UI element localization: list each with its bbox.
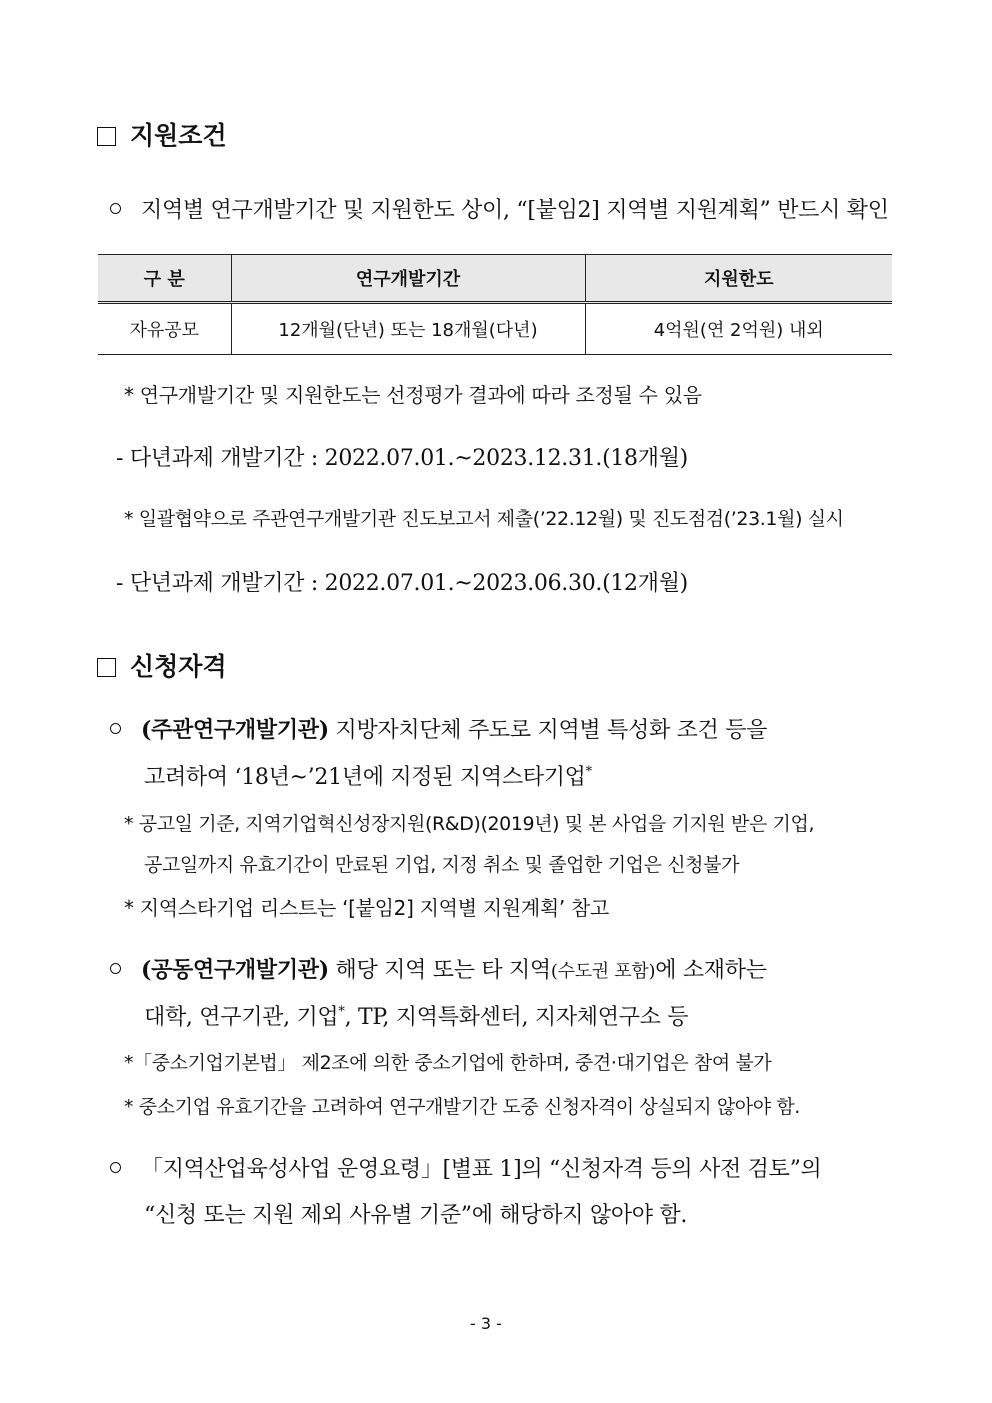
- checkbox-square-icon: [97, 127, 116, 146]
- circle-bullet-icon: [110, 723, 121, 734]
- section-title-eligibility: 신청자격: [97, 647, 227, 683]
- page-number: - 3 -: [470, 1314, 502, 1333]
- circle-bullet-icon: [110, 1162, 121, 1173]
- lead-note-1-line-1: * 공고일 기준, 지역기업혁신성장지원(R&D)(2019년) 및 본 사업을 기지원 받은 기업,: [124, 813, 815, 835]
- lead-note-1-line-2: 공고일까지 유효기간이 만료된 기업, 지정 취소 및 졸업한 기업은 신청불가: [144, 854, 740, 876]
- joint-institution-label: (공동연구개발기관): [141, 957, 329, 983]
- support-note-1: * 연구개발기간 및 지원한도는 선정평가 결과에 따라 조정될 수 있음: [124, 383, 702, 407]
- lead-note-2: * 지역스타기업 리스트는 ‘[붙임2] 지역별 지원계획’ 참고: [124, 896, 610, 920]
- other-requirement-line-1: 「지역산업육성사업 운영요령」[별표 1]의 “신청자격 등의 사전 검토”의: [110, 1152, 821, 1183]
- other-requirement-line-2: “신청 또는 지원 제외 사유별 기준”에 해당하지 않아야 함.: [144, 1203, 688, 1228]
- joint-note-2: * 중소기업 유효기간을 고려하여 연구개발기간 도중 신청자격이 상실되지 않아야 함.: [124, 1096, 800, 1118]
- joint-institution-line-2: 대학, 연구기관, 기업*, TP, 지역특화센터, 지자체연구소 등: [144, 1004, 689, 1030]
- checkbox-square-icon: [97, 658, 116, 677]
- table-header-cell: 연구개발기간: [231, 255, 585, 303]
- lead-institution-label: (주관연구개발기관): [141, 717, 329, 743]
- support-note-2: * 일괄협약으로 주관연구개발기관 진도보고서 제출(’22.12월) 및 진도점검(’23.1월) 실시: [124, 508, 844, 530]
- table-row: [98, 303, 892, 355]
- support-bullet: 지역별 연구개발기간 및 지원한도 상이, “[붙임2] 지역별 지원계획” 반드시 확인: [110, 193, 889, 224]
- section-title-support: 지원조건: [97, 116, 227, 152]
- joint-note-1: *「중소기업기본법」 제2조에 의한 중소기업에 한하며, 중견·대기업은 참여 불가: [124, 1052, 772, 1074]
- lead-institution-line-2: 고려하여 ‘18년~’21년에 지정된 지역스타기업*: [144, 764, 592, 790]
- footnote-marker: *: [585, 764, 592, 780]
- table-header-cell: 구 분: [98, 255, 231, 303]
- support-table: [98, 254, 892, 355]
- single-year-period: - 단년과제 개발기간 : 2022.07.01.~2023.06.30.(12개월): [116, 571, 688, 596]
- circle-bullet-icon: [110, 203, 121, 214]
- table-cell: 자유공모: [98, 303, 231, 355]
- multi-year-period: - 다년과제 개발기간 : 2022.07.01.~2023.12.31.(18개월): [116, 446, 688, 471]
- table-cell: 4억원(연 2억원) 내외: [585, 303, 892, 355]
- circle-bullet-icon: [110, 963, 121, 974]
- lead-institution-line-1: (주관연구개발기관) 지방자치단체 주도로 지역별 특성화 조건 등을: [110, 713, 767, 744]
- joint-institution-line-1: (공동연구개발기관) 해당 지역 또는 타 지역(수도권 포함)에 소재하는: [110, 953, 767, 984]
- table-header-cell: 지원한도: [585, 255, 892, 303]
- table-cell: 12개월(단년) 또는 18개월(다년): [231, 303, 585, 355]
- table-header-row: [98, 255, 892, 303]
- footnote-marker: *: [338, 1004, 345, 1020]
